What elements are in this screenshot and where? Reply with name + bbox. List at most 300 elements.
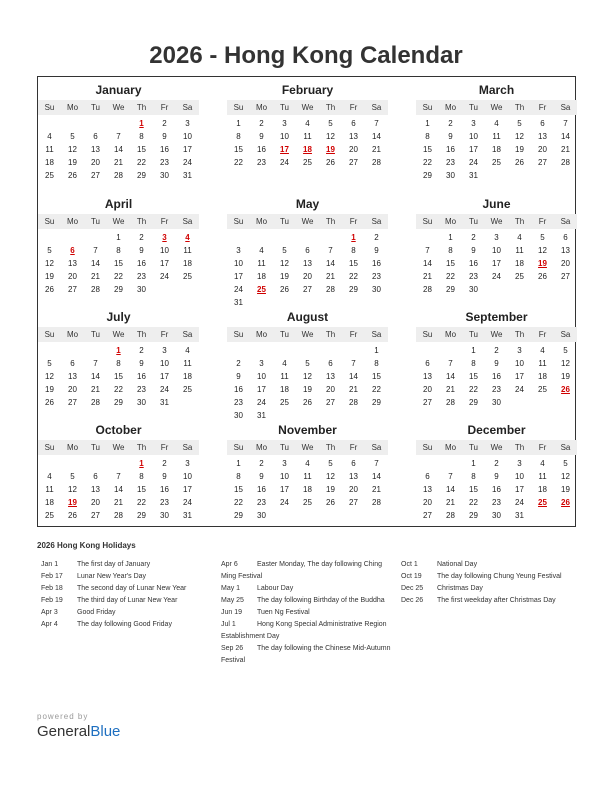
day-cell bbox=[296, 344, 319, 357]
holiday-day-cell: 26 bbox=[561, 385, 570, 394]
day-cell: 20 bbox=[91, 158, 100, 167]
day-cell: 25 bbox=[303, 498, 312, 507]
day-cell: 5 bbox=[563, 459, 568, 468]
day-cell bbox=[84, 117, 107, 130]
day-cell: 29 bbox=[137, 171, 146, 180]
day-cell: 21 bbox=[372, 485, 381, 494]
day-cell: 21 bbox=[423, 272, 432, 281]
weekday-label: Tu bbox=[279, 103, 290, 112]
month-march bbox=[416, 83, 577, 195]
weeks bbox=[38, 231, 199, 296]
day-cell bbox=[319, 509, 342, 522]
day-cell: 15 bbox=[114, 259, 123, 268]
day-cell: 7 bbox=[448, 359, 453, 368]
day-cell: 8 bbox=[139, 132, 144, 141]
day-cell: 25 bbox=[515, 272, 524, 281]
week-row bbox=[416, 383, 577, 396]
holiday-name: The day following Birthday of the Buddha bbox=[257, 597, 385, 604]
day-cell: 23 bbox=[492, 385, 501, 394]
day-cell: 30 bbox=[257, 511, 266, 520]
weekday-label: Mo bbox=[66, 443, 79, 452]
day-cell bbox=[107, 457, 130, 470]
day-cell: 22 bbox=[234, 158, 243, 167]
day-cell: 23 bbox=[257, 158, 266, 167]
weekday-header bbox=[227, 214, 388, 229]
day-cell: 22 bbox=[469, 385, 478, 394]
holiday-name: Easter Monday, The day following Ching Ming Festival bbox=[221, 561, 383, 580]
day-cell: 3 bbox=[185, 119, 190, 128]
weekday-label: Fr bbox=[349, 103, 358, 112]
weeks bbox=[227, 231, 388, 309]
day-cell: 21 bbox=[446, 385, 455, 394]
day-cell: 18 bbox=[538, 485, 547, 494]
weekday-label: Su bbox=[233, 330, 244, 339]
day-cell: 1 bbox=[425, 119, 430, 128]
day-cell: 28 bbox=[561, 158, 570, 167]
day-cell: 8 bbox=[116, 246, 121, 255]
day-cell bbox=[84, 457, 107, 470]
day-cell: 15 bbox=[469, 372, 478, 381]
holiday-day-cell: 1 bbox=[139, 459, 144, 468]
day-cell: 12 bbox=[280, 259, 289, 268]
day-cell: 13 bbox=[91, 485, 100, 494]
generalblue-logo[interactable] bbox=[37, 723, 120, 740]
day-cell: 17 bbox=[234, 272, 243, 281]
day-cell: 10 bbox=[469, 132, 478, 141]
weekday-label: Sa bbox=[182, 330, 193, 339]
day-cell: 16 bbox=[160, 485, 169, 494]
day-cell: 16 bbox=[137, 372, 146, 381]
weekday-label: Su bbox=[44, 330, 55, 339]
day-cell: 10 bbox=[257, 372, 266, 381]
day-cell: 20 bbox=[303, 272, 312, 281]
day-cell: 4 bbox=[259, 246, 264, 255]
week-row bbox=[416, 396, 577, 409]
weekday-label: Th bbox=[325, 443, 336, 452]
day-cell bbox=[176, 283, 199, 296]
weekday-label: Sa bbox=[371, 443, 382, 452]
day-cell bbox=[416, 457, 439, 470]
day-cell: 19 bbox=[515, 145, 524, 154]
day-cell bbox=[416, 344, 439, 357]
holiday-date: Apr 3 bbox=[41, 609, 58, 616]
weekday-label: Th bbox=[325, 217, 336, 226]
month-april bbox=[38, 197, 199, 309]
holiday-name: The day following Good Friday bbox=[77, 621, 172, 628]
day-cell: 30 bbox=[492, 511, 501, 520]
day-cell: 30 bbox=[137, 398, 146, 407]
week-row bbox=[227, 383, 388, 396]
week-row bbox=[416, 496, 577, 509]
day-cell: 24 bbox=[160, 385, 169, 394]
day-cell: 5 bbox=[70, 132, 75, 141]
day-cell: 9 bbox=[448, 132, 453, 141]
day-cell: 5 bbox=[517, 119, 522, 128]
day-cell: 6 bbox=[540, 119, 545, 128]
day-cell: 4 bbox=[305, 119, 310, 128]
day-cell: 12 bbox=[561, 472, 570, 481]
day-cell: 5 bbox=[282, 246, 287, 255]
day-cell: 3 bbox=[162, 346, 167, 355]
week-row bbox=[416, 117, 577, 130]
week-row bbox=[416, 470, 577, 483]
day-cell: 24 bbox=[160, 272, 169, 281]
day-cell: 24 bbox=[234, 285, 243, 294]
day-cell: 25 bbox=[45, 171, 54, 180]
week-row bbox=[227, 270, 388, 283]
day-cell: 17 bbox=[515, 372, 524, 381]
day-cell: 28 bbox=[349, 398, 358, 407]
day-cell: 7 bbox=[351, 359, 356, 368]
day-cell: 29 bbox=[423, 171, 432, 180]
week-row bbox=[227, 457, 388, 470]
holiday-day-cell: 1 bbox=[139, 119, 144, 128]
week-row bbox=[227, 509, 388, 522]
month-name: December bbox=[467, 423, 526, 437]
weeks bbox=[38, 457, 199, 522]
day-cell bbox=[273, 409, 296, 422]
day-cell bbox=[365, 409, 388, 422]
day-cell: 17 bbox=[160, 259, 169, 268]
day-cell: 27 bbox=[91, 511, 100, 520]
day-cell: 23 bbox=[234, 398, 243, 407]
day-cell: 5 bbox=[563, 346, 568, 355]
day-cell: 12 bbox=[68, 485, 77, 494]
day-cell bbox=[273, 344, 296, 357]
day-cell: 9 bbox=[494, 472, 499, 481]
day-cell bbox=[38, 117, 61, 130]
week-row bbox=[416, 509, 577, 522]
weekday-label: Sa bbox=[560, 330, 571, 339]
holiday-day-cell: 6 bbox=[70, 246, 75, 255]
day-cell: 8 bbox=[425, 132, 430, 141]
weekday-header bbox=[227, 100, 388, 115]
day-cell: 29 bbox=[469, 511, 478, 520]
day-cell: 12 bbox=[45, 372, 54, 381]
day-cell: 27 bbox=[538, 158, 547, 167]
month-name: March bbox=[478, 83, 515, 97]
day-cell: 20 bbox=[68, 272, 77, 281]
month-name: January bbox=[95, 83, 142, 97]
weekday-label: Tu bbox=[279, 217, 290, 226]
week-row bbox=[38, 244, 199, 257]
day-cell bbox=[61, 117, 84, 130]
day-cell: 11 bbox=[303, 472, 312, 481]
day-cell: 10 bbox=[183, 132, 192, 141]
weekday-header bbox=[38, 100, 199, 115]
day-cell: 6 bbox=[425, 359, 430, 368]
day-cell: 10 bbox=[183, 472, 192, 481]
day-cell: 1 bbox=[236, 459, 241, 468]
week-row bbox=[416, 270, 577, 283]
day-cell: 7 bbox=[93, 359, 98, 368]
day-cell: 3 bbox=[471, 119, 476, 128]
day-cell: 1 bbox=[374, 346, 379, 355]
day-cell: 14 bbox=[114, 145, 123, 154]
weekday-label: We bbox=[490, 330, 503, 339]
holiday-day-cell: 26 bbox=[561, 498, 570, 507]
day-cell bbox=[554, 169, 577, 182]
week-row bbox=[416, 483, 577, 496]
week-row bbox=[227, 117, 388, 130]
holiday-name: The third day of Lunar New Year bbox=[77, 597, 178, 604]
day-cell: 17 bbox=[280, 485, 289, 494]
holiday-day-cell: 19 bbox=[68, 498, 77, 507]
day-cell bbox=[319, 296, 342, 309]
day-cell: 3 bbox=[517, 346, 522, 355]
day-cell: 28 bbox=[372, 158, 381, 167]
day-cell: 13 bbox=[349, 132, 358, 141]
day-cell: 2 bbox=[236, 359, 241, 368]
week-row bbox=[38, 117, 199, 130]
weekday-label: We bbox=[301, 330, 314, 339]
day-cell bbox=[61, 344, 84, 357]
weekday-label: Mo bbox=[444, 217, 457, 226]
day-cell bbox=[38, 344, 61, 357]
day-cell: 2 bbox=[162, 459, 167, 468]
day-cell: 3 bbox=[282, 459, 287, 468]
day-cell: 28 bbox=[446, 398, 455, 407]
week-row bbox=[38, 344, 199, 357]
weekday-label: Th bbox=[514, 443, 525, 452]
day-cell: 18 bbox=[515, 259, 524, 268]
weekday-header bbox=[38, 327, 199, 342]
weekday-label: Sa bbox=[371, 103, 382, 112]
day-cell: 30 bbox=[137, 285, 146, 294]
day-cell: 27 bbox=[423, 398, 432, 407]
day-cell: 5 bbox=[328, 119, 333, 128]
day-cell: 18 bbox=[303, 485, 312, 494]
day-cell: 28 bbox=[114, 511, 123, 520]
day-cell: 14 bbox=[423, 259, 432, 268]
week-row bbox=[38, 457, 199, 470]
weekday-label: Th bbox=[514, 330, 525, 339]
day-cell: 24 bbox=[469, 158, 478, 167]
day-cell: 11 bbox=[45, 145, 54, 154]
day-cell: 20 bbox=[349, 485, 358, 494]
weekday-label: Sa bbox=[371, 330, 382, 339]
day-cell: 1 bbox=[236, 119, 241, 128]
day-cell: 3 bbox=[259, 359, 264, 368]
weekday-header bbox=[416, 214, 577, 229]
day-cell bbox=[416, 231, 439, 244]
week-row bbox=[38, 169, 199, 182]
week-row bbox=[416, 457, 577, 470]
day-cell bbox=[531, 169, 554, 182]
day-cell: 2 bbox=[374, 233, 379, 242]
week-row bbox=[416, 283, 577, 296]
day-cell: 13 bbox=[326, 372, 335, 381]
day-cell: 11 bbox=[515, 246, 524, 255]
week-row bbox=[416, 357, 577, 370]
weekday-label: Mo bbox=[255, 217, 268, 226]
week-row bbox=[38, 509, 199, 522]
day-cell: 6 bbox=[305, 246, 310, 255]
weekday-label: Tu bbox=[90, 103, 101, 112]
month-name: November bbox=[278, 423, 337, 437]
day-cell: 14 bbox=[561, 132, 570, 141]
weekday-label: Th bbox=[136, 330, 147, 339]
day-cell: 28 bbox=[326, 285, 335, 294]
weekday-label: We bbox=[112, 443, 125, 452]
day-cell: 22 bbox=[469, 498, 478, 507]
week-row bbox=[227, 357, 388, 370]
day-cell: 20 bbox=[91, 498, 100, 507]
day-cell: 7 bbox=[116, 132, 121, 141]
day-cell: 15 bbox=[349, 259, 358, 268]
weekday-label: Su bbox=[44, 217, 55, 226]
weekday-label: Fr bbox=[349, 330, 358, 339]
week-row bbox=[38, 156, 199, 169]
day-cell: 27 bbox=[303, 285, 312, 294]
day-cell: 30 bbox=[160, 511, 169, 520]
day-cell: 3 bbox=[517, 459, 522, 468]
day-cell bbox=[107, 117, 130, 130]
day-cell: 20 bbox=[349, 145, 358, 154]
holiday-item bbox=[401, 595, 581, 607]
day-cell: 14 bbox=[91, 259, 100, 268]
day-cell: 27 bbox=[561, 272, 570, 281]
day-cell: 20 bbox=[423, 385, 432, 394]
day-cell: 15 bbox=[137, 145, 146, 154]
day-cell: 12 bbox=[303, 372, 312, 381]
holiday-item bbox=[41, 607, 211, 619]
day-cell: 21 bbox=[349, 385, 358, 394]
day-cell: 31 bbox=[160, 398, 169, 407]
day-cell: 10 bbox=[160, 359, 169, 368]
day-cell: 26 bbox=[303, 398, 312, 407]
day-cell: 5 bbox=[47, 246, 52, 255]
day-cell: 22 bbox=[137, 498, 146, 507]
week-row bbox=[227, 296, 388, 309]
weekday-label: Su bbox=[422, 443, 433, 452]
holiday-date: Oct 1 bbox=[401, 561, 418, 568]
day-cell: 4 bbox=[540, 459, 545, 468]
day-cell: 29 bbox=[446, 285, 455, 294]
powered-by-text: powered by bbox=[37, 712, 89, 721]
day-cell: 14 bbox=[326, 259, 335, 268]
day-cell: 7 bbox=[448, 472, 453, 481]
day-cell: 18 bbox=[45, 498, 54, 507]
day-cell: 27 bbox=[68, 285, 77, 294]
day-cell: 9 bbox=[162, 472, 167, 481]
day-cell: 3 bbox=[494, 233, 499, 242]
day-cell: 26 bbox=[45, 398, 54, 407]
holiday-item bbox=[221, 595, 391, 607]
holiday-date: Oct 19 bbox=[401, 573, 422, 580]
holiday-list-column-3 bbox=[401, 559, 581, 607]
month-name: June bbox=[482, 197, 511, 211]
day-cell bbox=[273, 231, 296, 244]
day-cell: 2 bbox=[471, 233, 476, 242]
weekday-label: Mo bbox=[444, 443, 457, 452]
week-row bbox=[38, 143, 199, 156]
weekday-label: Fr bbox=[160, 330, 169, 339]
day-cell: 13 bbox=[68, 372, 77, 381]
holiday-name: The day following Chung Yeung Festival bbox=[437, 573, 562, 580]
month-september bbox=[416, 310, 577, 422]
day-cell: 13 bbox=[349, 472, 358, 481]
weekday-label: Mo bbox=[66, 217, 79, 226]
weeks bbox=[416, 231, 577, 296]
day-cell: 4 bbox=[47, 132, 52, 141]
day-cell: 8 bbox=[471, 359, 476, 368]
day-cell: 9 bbox=[374, 246, 379, 255]
week-row bbox=[38, 396, 199, 409]
day-cell bbox=[508, 283, 531, 296]
day-cell bbox=[554, 509, 577, 522]
holiday-name: Labour Day bbox=[257, 585, 294, 592]
holiday-date: May 25 bbox=[221, 597, 244, 604]
day-cell: 27 bbox=[349, 158, 358, 167]
day-cell: 22 bbox=[137, 158, 146, 167]
day-cell: 28 bbox=[446, 511, 455, 520]
weekday-label: Sa bbox=[560, 217, 571, 226]
day-cell: 12 bbox=[45, 259, 54, 268]
day-cell: 5 bbox=[47, 359, 52, 368]
day-cell: 14 bbox=[446, 485, 455, 494]
week-row bbox=[227, 370, 388, 383]
day-cell: 26 bbox=[515, 158, 524, 167]
weekday-label: We bbox=[490, 217, 503, 226]
day-cell: 8 bbox=[236, 472, 241, 481]
week-row bbox=[416, 169, 577, 182]
holiday-list-column-1 bbox=[41, 559, 211, 631]
day-cell: 1 bbox=[471, 346, 476, 355]
day-cell: 21 bbox=[114, 158, 123, 167]
day-cell: 4 bbox=[540, 346, 545, 355]
weekday-header bbox=[416, 327, 577, 342]
weekday-label: Fr bbox=[160, 217, 169, 226]
logo-blue: Blue bbox=[90, 723, 121, 740]
day-cell: 9 bbox=[494, 359, 499, 368]
calendar-grid bbox=[37, 76, 576, 527]
day-cell: 15 bbox=[423, 145, 432, 154]
day-cell: 6 bbox=[93, 472, 98, 481]
day-cell: 1 bbox=[448, 233, 453, 242]
weekday-label: Sa bbox=[560, 443, 571, 452]
holiday-date: Jan 1 bbox=[41, 561, 59, 568]
holiday-name: The first day of January bbox=[77, 561, 151, 568]
week-row bbox=[38, 496, 199, 509]
weekday-label: Sa bbox=[182, 443, 193, 452]
holiday-name: Christmas Day bbox=[437, 585, 483, 592]
day-cell: 16 bbox=[492, 485, 501, 494]
week-row bbox=[416, 244, 577, 257]
day-cell: 23 bbox=[372, 272, 381, 281]
day-cell: 9 bbox=[139, 246, 144, 255]
day-cell: 10 bbox=[515, 472, 524, 481]
day-cell: 29 bbox=[114, 398, 123, 407]
holiday-list-column-2 bbox=[221, 559, 391, 667]
day-cell bbox=[296, 409, 319, 422]
day-cell: 24 bbox=[257, 398, 266, 407]
holiday-item bbox=[41, 595, 211, 607]
holiday-item bbox=[401, 571, 581, 583]
day-cell: 23 bbox=[492, 498, 501, 507]
week-row bbox=[38, 283, 199, 296]
day-cell: 4 bbox=[185, 346, 190, 355]
weekday-label: Fr bbox=[349, 443, 358, 452]
weekday-label: Mo bbox=[255, 330, 268, 339]
day-cell: 18 bbox=[538, 372, 547, 381]
day-cell: 26 bbox=[326, 498, 335, 507]
day-cell: 22 bbox=[372, 385, 381, 394]
day-cell: 28 bbox=[423, 285, 432, 294]
day-cell: 14 bbox=[372, 132, 381, 141]
week-row bbox=[38, 470, 199, 483]
day-cell bbox=[531, 396, 554, 409]
